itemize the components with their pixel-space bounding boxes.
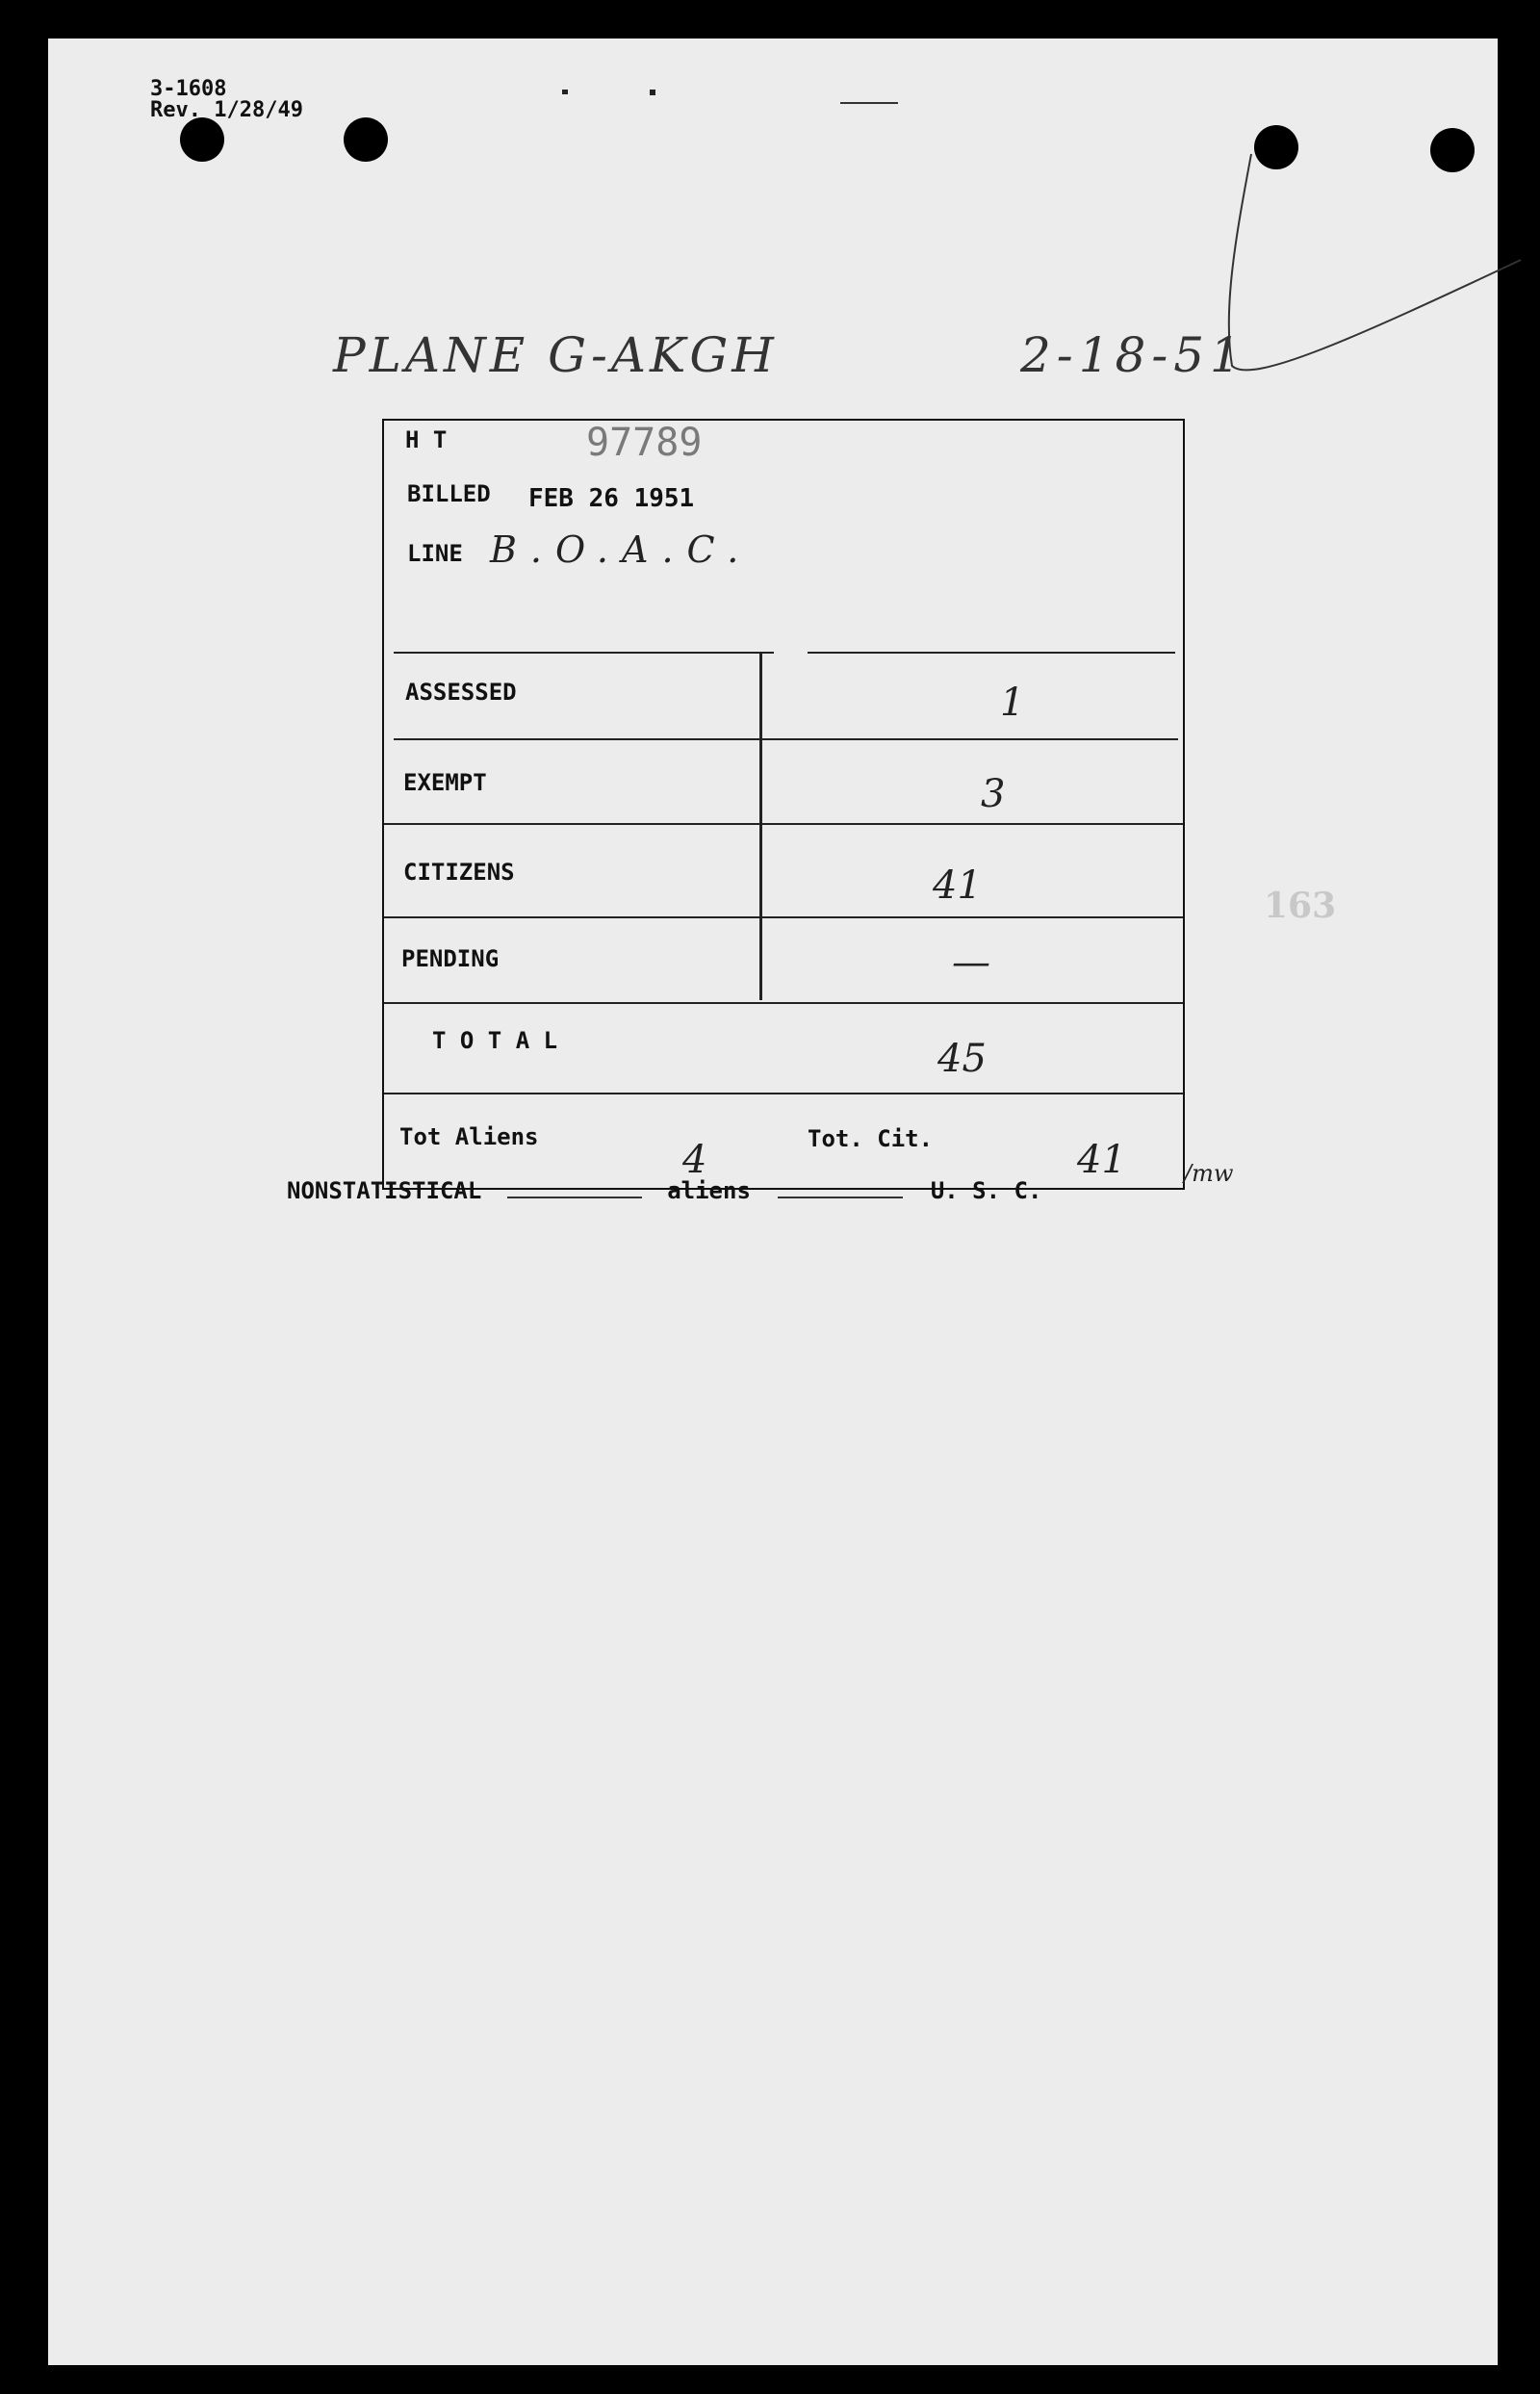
ht-label: H T	[405, 426, 448, 453]
manifest-box	[382, 419, 1185, 1190]
line-label: LINE	[407, 540, 463, 567]
rule	[394, 738, 1178, 740]
billed-stamp: FEB 26 1951	[528, 484, 695, 513]
check-mark	[1165, 144, 1530, 433]
usc-label: U. S. C.	[930, 1177, 1042, 1204]
rule	[808, 652, 1175, 654]
total-value: 45	[937, 1037, 987, 1081]
pending-label: PENDING	[401, 945, 500, 972]
plane-registration: PLANE G-AKGH	[333, 327, 778, 383]
margin-stamp: 163	[1264, 886, 1337, 926]
arrival-date: 2-18-51	[1020, 327, 1246, 383]
exempt-value: 3	[981, 772, 1006, 816]
citizens-value: 41	[933, 863, 982, 908]
assessed-value: 1	[1000, 681, 1025, 725]
citizens-label: CITIZENS	[403, 859, 515, 886]
aliens-label: aliens	[667, 1177, 751, 1204]
punch-hole	[344, 117, 388, 162]
clerk-initials: /mw	[1184, 1160, 1234, 1187]
total-label: T O T A L	[432, 1027, 558, 1054]
tot-aliens-label: Tot Aliens	[399, 1123, 539, 1150]
punch-hole	[180, 117, 224, 162]
speck-mark	[840, 102, 898, 104]
rule	[384, 1002, 1183, 1004]
document-page	[48, 39, 1498, 2365]
nonstatistical-label: NONSTATISTICAL	[287, 1177, 482, 1204]
speck-mark	[650, 90, 655, 95]
rule	[384, 916, 1183, 918]
pending-value: —	[952, 940, 990, 985]
ht-number: 97789	[586, 421, 703, 465]
nonstatistical-line	[287, 1177, 1041, 1204]
line-value: B.O.A.C.	[490, 528, 753, 571]
rule	[394, 652, 774, 654]
rule	[384, 823, 1183, 825]
tot-aliens-value: 4	[682, 1138, 707, 1182]
assessed-label: ASSESSED	[405, 679, 517, 706]
aliens-blank	[778, 1197, 903, 1198]
column-divider	[759, 654, 762, 1000]
speck-mark	[562, 90, 568, 94]
tot-cit-label: Tot. Cit.	[808, 1125, 934, 1152]
rule	[384, 1093, 1183, 1094]
tot-cit-value: 41	[1077, 1138, 1126, 1182]
nonstatistical-blank	[507, 1197, 642, 1198]
form-revision: Rev. 1/28/49	[150, 98, 303, 122]
exempt-label: EXEMPT	[403, 769, 487, 796]
billed-label: BILLED	[407, 480, 491, 507]
form-number: 3-1608	[150, 77, 227, 101]
